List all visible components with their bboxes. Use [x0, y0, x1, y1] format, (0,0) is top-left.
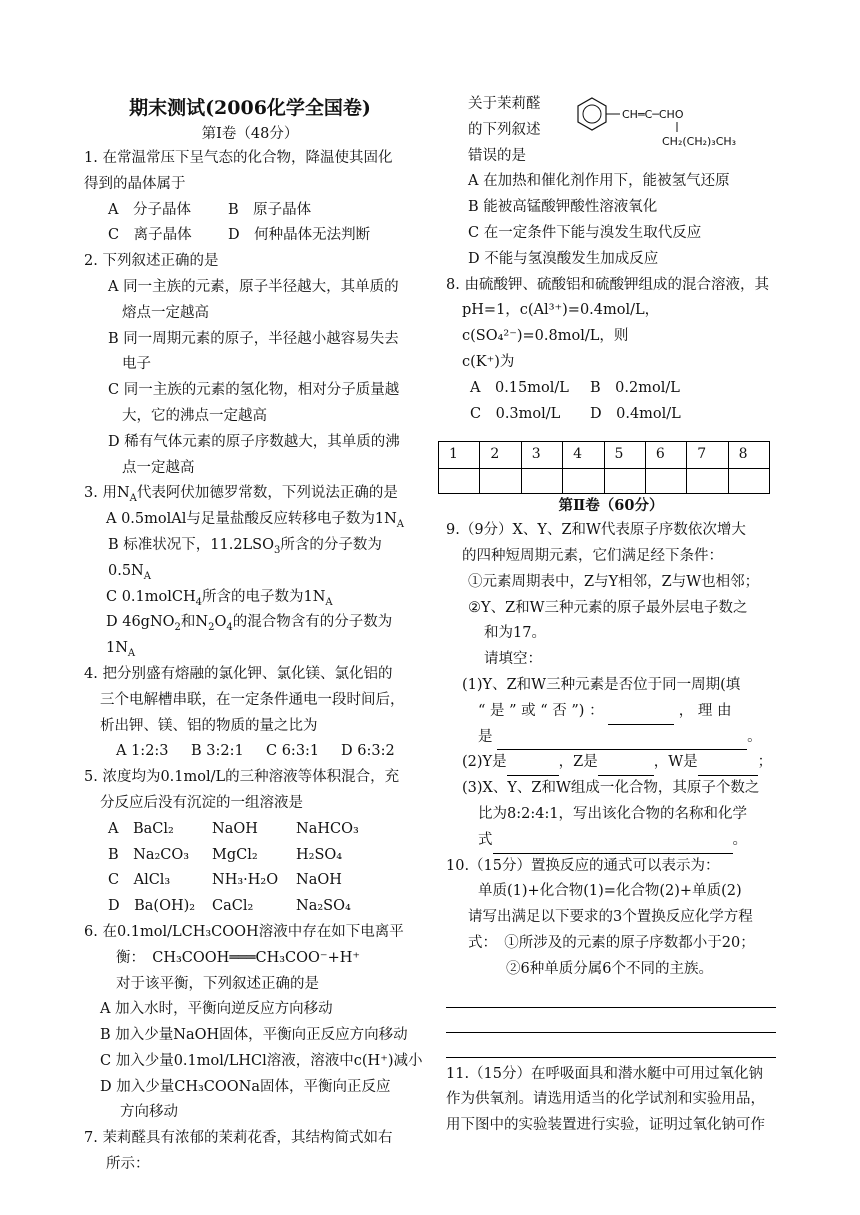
answer-cell-1[interactable]: [439, 469, 480, 494]
q11-stem-cont2: 用下图中的实验装置进行实验，证明过氧化钠可作: [446, 1117, 765, 1134]
q2-option-c: C 同一主族的元素的氢化物，相对分子质量越: [108, 382, 400, 399]
q3-option-d: D 46gNO$_2$和$N_2O_4$的混合物含有的分子数为$1N_A$: [106, 614, 393, 660]
q5-d-2: CaCl₂: [212, 898, 254, 915]
q10-formula: 单质(1)+化合物(1)=化合物(2)+单质(2): [478, 883, 742, 900]
question-10: [446, 854, 776, 1058]
q5-a-3: NaHCO₃: [296, 820, 359, 837]
q3-stem: 3. 用$N_A$代表阿伏加德罗常数，下列说法正确的是: [84, 485, 398, 505]
question-9: [446, 518, 776, 853]
answer-cell-5[interactable]: [604, 469, 645, 494]
q3-option-a: A 0.5molAl与足量盐酸反应转移电子数为$1N_A$: [106, 511, 405, 531]
page-title: 期末测试(2006化学全国卷): [129, 97, 371, 119]
q7-option-b: B 能被高锰酸钾酸性溶液氧化: [468, 199, 658, 216]
q1-option-b: B 原子晶体: [228, 201, 312, 218]
answer-header-8: 8: [728, 442, 769, 469]
q4-option-a: A 1:2:3: [116, 743, 169, 760]
q1-stem: 1. 在常温常压下呈气态的化合物，降温使其固化: [84, 150, 393, 166]
q8-option-a: A 0.15mol/L: [470, 379, 569, 396]
q7-stem-cont: 所示：: [106, 1156, 150, 1173]
q10-stem: 10.（15分）置换反应的通式可以表示为：: [446, 857, 720, 874]
question-7-start: [84, 1126, 416, 1178]
answer-header-6: 6: [645, 442, 686, 469]
q9-blank-y[interactable]: [507, 757, 559, 776]
answer-header-5: 5: [604, 442, 645, 469]
right-column: [446, 92, 776, 1139]
question-5: [84, 765, 416, 920]
q1-stem-cont: 得到的晶体属于: [84, 175, 186, 192]
q9-blank-same-period[interactable]: [608, 706, 674, 725]
q2-option-a-cont: 熔点一定越高: [122, 304, 209, 321]
answer-header-1: 1: [439, 442, 480, 469]
q5-c-3: NaOH: [296, 872, 342, 889]
answer-header-7: 7: [687, 442, 728, 469]
q8-option-b: B 0.2mol/L: [590, 379, 680, 396]
q10-answer-line-1[interactable]: [446, 983, 776, 1008]
q3-option-b: B 标准状况下，$11.2LSO_3$所含的分子数为$0.5N_A$: [108, 536, 382, 582]
question-11: [446, 1062, 776, 1139]
answer-cell-2[interactable]: [480, 469, 521, 494]
q9-condition-2-cont: 和为17。: [484, 625, 546, 642]
question-2: [84, 249, 416, 481]
q5-b-2: MgCl₂: [212, 846, 258, 863]
q7-option-a: A 在加热和催化剂作用下，能被氢气还原: [468, 173, 730, 190]
answer-cell-7[interactable]: [687, 469, 728, 494]
q7-stem-e: 错误的是: [468, 147, 526, 164]
q8-option-d: D 0.4mol/L: [590, 405, 681, 422]
q2-option-a: A 同一主族的元素，原子半径越大，其单质的: [108, 278, 399, 295]
q6-option-a: A 加入水时，平衡向逆反应方向移动: [100, 1001, 333, 1018]
q10-answer-line-3[interactable]: [446, 1033, 776, 1058]
q2-option-d: D 稀有气体元素的原子序数越大，其单质的沸: [108, 433, 400, 450]
q8-stem-cont: pH=1，c(Al³⁺)=0.4mol/L，c(SO₄²⁻)=0.8mol/L，则: [462, 302, 660, 345]
q10-stem-cont: 请写出满足以下要求的3个置换反应化学方程: [468, 909, 753, 926]
q6-stem: 6. 在0.1mol/LCH₃COOH溶液中存在如下电离平: [84, 923, 404, 940]
q4-stem: 4. 把分别盛有熔融的氯化钾、氯化镁、氯化铝的: [84, 665, 393, 682]
q7-option-d: D 不能与氢溴酸发生加成反应: [468, 250, 659, 267]
q2-stem: 2. 下列叙述正确的是: [84, 253, 219, 270]
q9-part3-line3: 式 。: [446, 828, 776, 854]
q6-stem-cont: 对于该平衡，下列叙述正确的是: [116, 975, 319, 992]
q7-stem-d: 的下列叙述: [468, 121, 541, 138]
answer-cell-3[interactable]: [521, 469, 562, 494]
q9-part1-line2: “ 是 ” 或 “ 否 ”) ： ， 理 由: [446, 699, 776, 725]
question-1: [84, 146, 416, 249]
q9-part3: (3)X、Y、Z和W组成一化合物，其原子个数之: [462, 780, 760, 797]
q9-stem-cont: 的四种短周期元素，它们满足经下条件：: [462, 547, 723, 564]
q10-condition-2: ②6种单质分属6个不同的主族。: [506, 960, 713, 977]
q9-fill-prompt: 请填空：: [484, 651, 542, 668]
q5-c-2: NH₃·H₂O: [212, 872, 279, 889]
left-column: [84, 92, 423, 1178]
q2-option-b: B 同一周期元素的原子，半径越小越容易失去: [108, 330, 399, 347]
q2-option-c-cont: 大，它的沸点一定越高: [122, 407, 267, 424]
q4-option-b: B 3:2:1: [191, 743, 244, 760]
q4-option-d: D 6:3:2: [341, 743, 395, 760]
q9-part1-line3: 是 。: [446, 725, 776, 751]
answer-header-3: 3: [521, 442, 562, 469]
question-8: [446, 273, 776, 428]
q9-condition-1: ①元素周期表中，Z与Y相邻，Z与W也相邻；: [468, 573, 760, 590]
q2-option-b-cont: 电子: [122, 356, 151, 373]
q11-stem-cont: 作为供氧剂。请选用适当的化学试剂和实验用品，: [446, 1091, 765, 1108]
q10-condition-1: 式： ①所涉及的元素的原子序数都小于20；: [468, 934, 755, 951]
q6-option-d-cont: 方向移动: [120, 1104, 178, 1121]
q5-a-2: NaOH: [212, 820, 258, 837]
q9-blank-w[interactable]: [698, 757, 758, 776]
q9-condition-2: ②Y、Z和W三种元素的原子最外层电子数之: [468, 599, 748, 616]
q7-stem: 7. 茉莉醛具有浓郁的茉莉花香，其结构简式如右: [84, 1130, 393, 1147]
q5-option-b: B Na₂CO₃: [108, 846, 190, 863]
q7-option-c: C 在一定条件下能与溴发生取代反应: [468, 224, 702, 241]
q5-option-a: A BaCl₂: [108, 820, 174, 837]
q6-option-c: C 加入少量0.1mol/LHCl溶液，溶液中c(H⁺)减小: [100, 1052, 423, 1069]
q9-blank-reason[interactable]: [497, 731, 747, 750]
q9-blank-z[interactable]: [598, 757, 654, 776]
answer-header-4: 4: [563, 442, 604, 469]
q5-b-3: H₂SO₄: [296, 846, 343, 863]
q5-option-d: D Ba(OH)₂: [108, 898, 196, 915]
structure-side-chain: CH₂(CH₂)₃CH₃: [662, 135, 737, 148]
q9-part3-cont: 比为8:2:4:1，写出该化合物的名称和化学: [478, 805, 748, 822]
part1-heading: 第Ⅰ卷（48分）: [201, 126, 299, 142]
q8-option-c: C 0.3mol/L: [470, 405, 561, 422]
answer-table: [438, 441, 770, 494]
q6-equation: 衡： CH₃COOH═══CH₃COO⁻+H⁺: [116, 949, 361, 966]
question-6: [84, 920, 423, 1126]
q2-option-d-cont: 点一定越高: [122, 459, 195, 476]
q5-stem: 5. 浓度均为0.1mol/L的三种溶液等体积混合，充: [84, 769, 400, 786]
answer-header-2: 2: [480, 442, 521, 469]
q4-stem-cont: 三个电解槽串联，在一定条件通电一段时间后，: [100, 691, 405, 708]
q1-option-c: C 离子晶体: [108, 227, 192, 244]
answer-cell-4[interactable]: [563, 469, 604, 494]
q5-stem-cont: 分反应后没有沉淀的一组溶液是: [100, 794, 303, 811]
q4-stem-cont2: 析出钾、镁、铝的物质的量之比为: [100, 717, 318, 734]
q10-answer-line-2[interactable]: [446, 1008, 776, 1033]
q4-option-c: C 6:3:1: [266, 743, 320, 760]
question-4: [84, 662, 416, 765]
part2-heading: 第Ⅱ卷（60分）: [558, 497, 664, 515]
q5-d-3: Na₂SO₄: [296, 898, 351, 915]
q3-option-c: C 0.1molCH$_4$所含的电子数为$1N_A$: [106, 588, 333, 608]
q7-stem-c: 关于茉莉醛: [468, 96, 541, 112]
question-3: [84, 481, 416, 662]
q6-option-d: D 加入少量CH₃COONa固体，平衡向正反应: [100, 1078, 391, 1095]
q1-option-a: A 分子晶体: [108, 201, 191, 218]
question-7-cont: [446, 92, 776, 273]
q9-part2: (2)Y是 ，Z是 ，W是 ；: [446, 750, 776, 776]
q9-stem: 9.（9分）X、Y、Z和W代表原子序数依次增大: [446, 522, 746, 539]
q6-option-b: B 加入少量NaOH固体，平衡向正反应方向移动: [100, 1027, 408, 1044]
answer-cell-6[interactable]: [645, 469, 686, 494]
q8-stem: 8. 由硫酸钾、硫酸铝和硫酸钾组成的混合溶液，其: [446, 276, 769, 293]
q5-option-c: C AlCl₃: [108, 872, 171, 889]
q9-blank-compound[interactable]: [493, 835, 733, 854]
answer-cell-8[interactable]: [728, 469, 769, 494]
q8-stem-cont2: c(K⁺)为: [462, 353, 515, 370]
q9-part1: (1)Y、Z和W三种元素是否位于同一周期(填: [462, 676, 741, 693]
q1-option-d: D 何种晶体无法判断: [228, 227, 371, 244]
structure-main-chain: CH═C─CHO: [622, 108, 684, 121]
q11-stem: 11.（15分）在呼吸面具和潜水艇中可用过氧化钠: [446, 1065, 764, 1082]
